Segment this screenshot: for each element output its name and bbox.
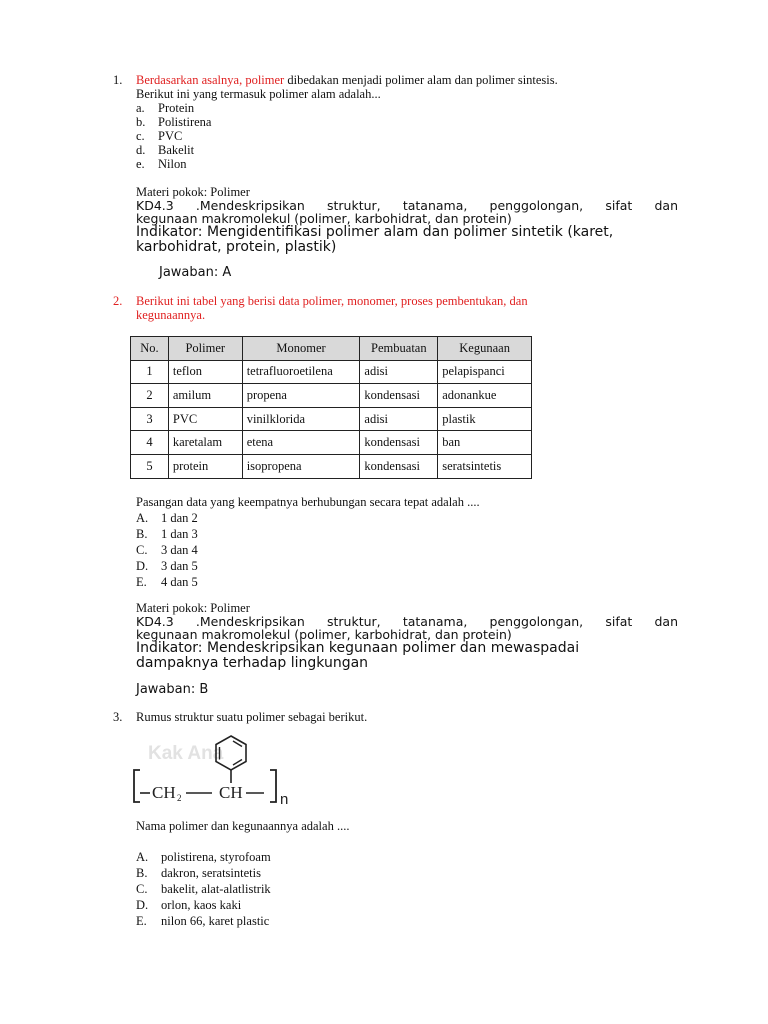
table-cell: kondensasi [360,454,438,478]
question-text-line-1: Berikut ini tabel yang berisi data polimer, monomer, proses pembentukan, dan [136,294,528,308]
question-number: 3. [113,710,123,724]
column-header: Monomer [242,337,360,361]
indikator-line-1: Indikator: Mengidentifikasi polimer alam dan polimer sintetik (karet, [136,224,614,240]
answer: Jawaban: B [136,682,209,697]
kd-line-2: kegunaan makromolekul (polimer, karbohidrat, dan protein) [136,211,512,226]
option-a: a. Protein [136,101,195,115]
highlighted-phrase: Berdasarkan asalnya, polimer [136,73,285,87]
kd-line-1: KD4.3 .Mendeskripsikan struktur, tatanama, penggolongan, sifat dan [136,198,678,213]
polymer-table [130,336,532,479]
table-cell: seratsintetis [438,454,532,478]
table-cell: kondensasi [360,384,438,408]
table-cell: vinilklorida [242,407,360,431]
table-cell: 4 [131,431,169,455]
table-cell: adisi [360,407,438,431]
option-e: E. nilon 66, karet plastic [136,914,270,928]
option-a: A. 1 dan 2 [136,511,198,525]
table-cell: adisi [360,360,438,384]
answer: Jawaban: A [159,265,232,280]
table-cell: propena [242,384,360,408]
table-cell: tetrafluoroetilena [242,360,360,384]
table-cell: 3 [131,407,169,431]
option-d: D. orlon, kaos kaki [136,898,242,912]
table-cell: isopropena [242,454,360,478]
question-text-line-2: kegunaannya. [136,308,206,322]
table-cell: ban [438,431,532,455]
column-header: Pembuatan [360,337,438,361]
question-number: 1. [113,73,123,87]
kd-line-1: KD4.3 .Mendeskripsikan struktur, tatanama, penggolongan, sifat dan [136,614,678,629]
table-row [131,431,532,455]
question-text-line-2: Berikut ini yang termasuk polimer alam adalah... [136,87,381,101]
indikator-line-2: karbohidrat, protein, plastik) [136,239,337,255]
table-row [131,454,532,478]
table-cell: pelapispanci [438,360,532,384]
table-row [131,407,532,431]
indikator-line-1: Indikator: Mendeskripsikan kegunaan polimer dan mewaspadai [136,640,580,656]
question-text-line-1: Rumus struktur suatu polimer sebagai berikut. [136,710,368,724]
materi-pokok: Materi pokok: Polimer [136,185,250,199]
left-bracket [134,770,140,802]
option-e: e. Nilon [136,157,187,171]
table-cell: adonankue [438,384,532,408]
option-b: b. Polistirena [136,115,212,129]
option-c: C. 3 dan 4 [136,543,198,557]
table-cell: etena [242,431,360,455]
option-b: B. dakron, seratsintetis [136,866,261,880]
column-header: No. [131,337,169,361]
table-cell: amilum [168,384,242,408]
ch2-subscript: 2 [177,793,182,803]
table-cell: 5 [131,454,169,478]
right-bracket [270,770,276,802]
repeat-n: n [280,791,289,806]
table-row [131,360,532,384]
table-header-row [131,337,532,361]
option-c: c. PVC [136,129,183,143]
materi-pokok: Materi pokok: Polimer [136,601,250,615]
table-cell: protein [168,454,242,478]
table-cell: karetalam [168,431,242,455]
question-text-line-1 [136,73,558,88]
ch-group: CH [219,783,243,802]
polymer-structure-formula [130,732,310,806]
ch2-group: CH [152,783,176,802]
option-d: d. Bakelit [136,143,195,157]
option-b: B. 1 dan 3 [136,527,198,541]
column-header: Polimer [168,337,242,361]
question-prompt: Nama polimer dan kegunaannya adalah .... [136,819,350,833]
table-cell: 1 [131,360,169,384]
question-text-rest: dibedakan menjadi polimer alam dan polimer sintesis. [284,73,558,87]
structure-drawing [130,732,310,806]
column-header: Kegunaan [438,337,532,361]
question-prompt: Pasangan data yang keempatnya berhubungan secara tepat adalah .... [136,495,480,509]
watermark-text: Kak Ana [148,743,224,764]
option-d: D. 3 dan 5 [136,559,198,573]
question-number: 2. [113,294,123,308]
option-e: E. 4 dan 5 [136,575,198,589]
table-cell: plastik [438,407,532,431]
table-cell: 2 [131,384,169,408]
table-cell: kondensasi [360,431,438,455]
indikator-line-2: dampaknya terhadap lingkungan [136,655,369,671]
kd-line-2: kegunaan makromolekul (polimer, karbohidrat, dan protein) [136,627,512,642]
option-c: C. bakelit, alat-alatlistrik [136,882,271,896]
table-row [131,384,532,408]
table-cell: PVC [168,407,242,431]
table-cell: teflon [168,360,242,384]
option-a: A. polistirena, styrofoam [136,850,271,864]
